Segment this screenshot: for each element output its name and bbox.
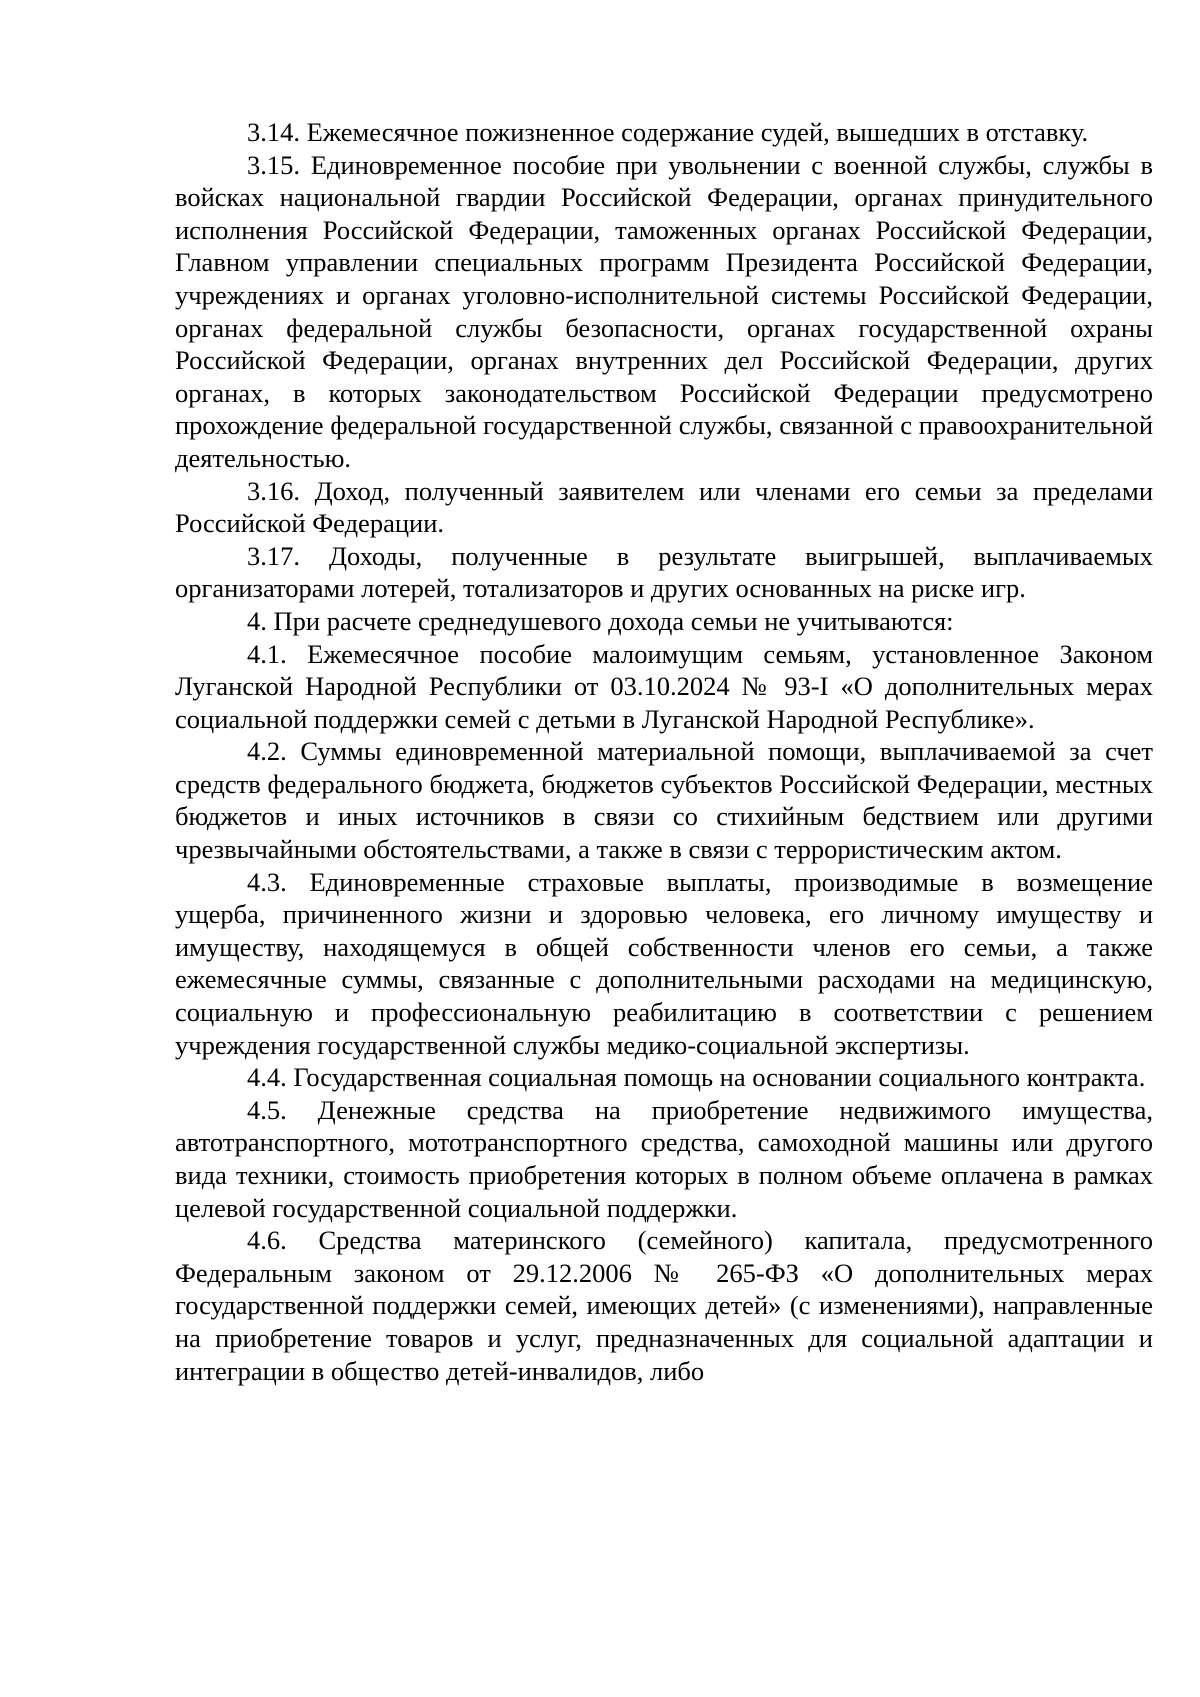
- paragraph-text: Государственная социальная помощь на основании социального контракта.: [293, 1062, 1146, 1093]
- paragraph-text: Единовременное пособие при увольнении с военной службы, службы в войсках национальной гвардии Российской Федерации, органах принудительного исполнения Российской Федерации, таможенных органах Российской Федерации, Главном управлении специальных программ Президента Российской Федерации, учреждениях и органах уголовно-исполнительной системы Российской Федерации, органах федеральной службы безопасности, органах государственной охраны Российской Федерации, органах внутренних дел Российской Федерации, других органах, в которых законодательством Российской Федерации предусмотрено прохождение федеральной государственной службы, связанной с правоохранительной деятельностью.: [175, 149, 1154, 473]
- paragraph-4: [175, 605, 1153, 638]
- paragraph-number: 3.15.: [247, 149, 300, 180]
- paragraph-4-3: [175, 866, 1153, 1062]
- paragraph-3-17: [175, 540, 1153, 605]
- document-body: [175, 116, 1153, 1387]
- paragraph-3-15: [175, 149, 1153, 475]
- paragraph-4-2: [175, 735, 1153, 865]
- paragraph-text: Денежные средства на приобретение недвижимого имущества, автотранспортного, мототранспортного средства, самоходной машины или другого вида техники, стоимость приобретения которых в полном объеме оплачена в рамках целевой государственной социальной поддержки.: [175, 1094, 1153, 1223]
- paragraph-text: Средства материнского (семейного) капитала, предусмотренного Федеральным законом от 29.12.2006 № 265-ФЗ «О дополнительных мерах государственной поддержки семей, имеющих детей» (с изменениями), направленные на приобретение товаров и услуг, предназначенных для социальной адаптации и интеграции в общество детей-инвалидов, либо: [175, 1225, 1153, 1386]
- paragraph-number: 3.14.: [247, 117, 300, 147]
- paragraph-text: Ежемесячное пожизненное содержание судей, вышедших в отставку.: [306, 117, 1089, 147]
- paragraph-text: При расчете среднедушевого дохода семьи не учитываются:: [273, 605, 954, 636]
- paragraph-number: 4.3.: [247, 866, 287, 897]
- paragraph-text: Доход, полученный заявителем или членами его семьи за пределами Российской Федерации.: [175, 475, 1153, 539]
- paragraph-text: Доходы, полученные в результате выигрышей, выплачиваемых организаторами лотерей, тотализаторов и других основанных на риске игр.: [175, 540, 1153, 604]
- paragraph-3-14: [175, 116, 1153, 149]
- paragraph-number: 4.1.: [247, 638, 287, 669]
- paragraph-number: 3.16.: [247, 475, 300, 506]
- paragraph-number: 4.: [247, 605, 267, 636]
- paragraph-4-1: [175, 638, 1153, 736]
- paragraph-number: 4.5.: [247, 1094, 287, 1125]
- paragraph-text: Суммы единовременной материальной помощи, выплачиваемой за счет средств федерального бюджета, бюджетов субъектов Российской Федерации, местных бюджетов и иных источников в связи со стихийным бедствием или другими чрезвычайными обстоятельствами, а также в связи с террористическим актом.: [175, 736, 1153, 865]
- paragraph-number: 4.2.: [247, 736, 287, 767]
- paragraph-number: 4.6.: [247, 1225, 287, 1256]
- paragraph-4-4: [175, 1061, 1153, 1094]
- paragraph-text: Единовременные страховые выплаты, производимые в возмещение ущерба, причиненного жизни и здоровью человека, его личному имуществу и имуществу, находящемуся в общей собственности членов его семьи, а также ежемесячные суммы, связанные с дополнительными расходами на медицинскую, социальную и профессиональную реабилитацию в соответствии с решением учреждения государственной службы медико-социальной экспертизы.: [175, 866, 1153, 1060]
- paragraph-number: 3.17.: [247, 540, 300, 571]
- paragraph-4-6: [175, 1224, 1153, 1387]
- paragraph-text: Ежемесячное пособие малоимущим семьям, установленное Законом Луганской Народной Республики от 03.10.2024 № 93-I «О дополнительных мерах социальной поддержки семей с детьми в Луганской Народной Республике».: [175, 638, 1153, 734]
- paragraph-number: 4.4.: [247, 1062, 287, 1093]
- paragraph-3-16: [175, 475, 1153, 540]
- paragraph-4-5: [175, 1094, 1153, 1224]
